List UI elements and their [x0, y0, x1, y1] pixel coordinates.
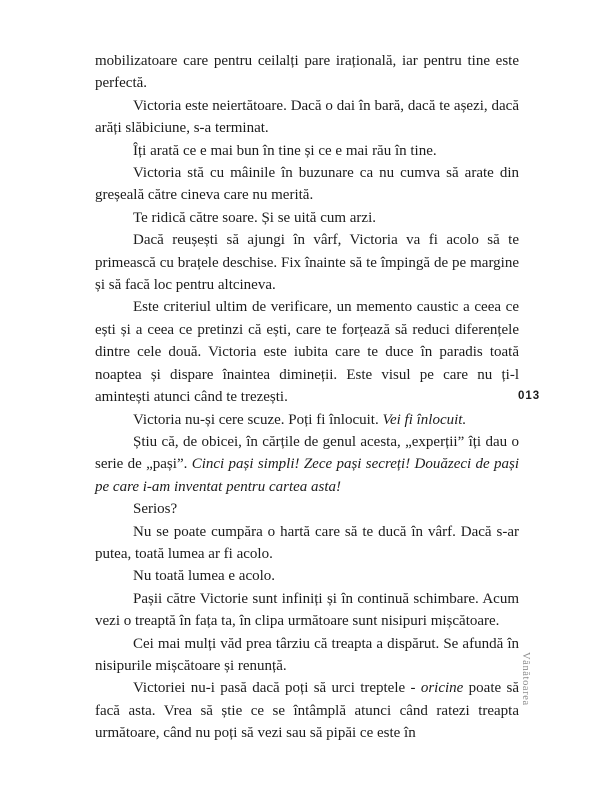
text-run: Victoriei nu-i pasă dacă poți să urci treptele - — [133, 680, 421, 697]
text-run: Pașii către Victorie sunt infiniți și în continuă schimbare. Acum vezi o treaptă în fața ta, în clipa următoare sunt nisipuri mișcătoare. — [95, 590, 519, 630]
text-run: Serios? — [133, 501, 178, 518]
paragraph — [95, 677, 519, 744]
text-run: mobilizatoare care pentru ceilalți pare irațională, iar pentru tine este perfectă. — [95, 53, 519, 92]
text-run: Îți arată ce e mai bun în tine și ce e mai rău în tine. — [133, 142, 437, 159]
paragraph — [95, 521, 519, 566]
text-run: Victoria este neiertătoare. Dacă o dai în bară, dacă te așezi, dacă arăți slăbiciune, s-a terminat. — [95, 97, 519, 137]
text-run: poate să facă asta. Vrea să știe ce se întâmplă atunci când ratezi treapta următoare, când nu poți să vezi sau să pipăi ce este în — [95, 680, 519, 742]
paragraph — [95, 409, 519, 431]
page-number: 013 — [518, 390, 541, 402]
paragraph — [95, 140, 519, 162]
paragraph — [95, 50, 519, 95]
paragraph — [95, 498, 519, 520]
body-text — [95, 50, 519, 745]
paragraph — [95, 588, 519, 633]
italic-run: oricine — [420, 680, 464, 697]
paragraph — [95, 431, 519, 498]
text-run: Știu că, de obicei, în cărțile de genul acesta, „experții” îți dau o serie de „pași”. — [95, 433, 519, 473]
paragraph — [95, 229, 519, 296]
text-run: Este criteriul ultim de verificare, un memento caustic a ceea ce ești și a ceea ce pretinzi că ești, care te forțează să reduci diferențele dintre cele două. Victoria este iubita care te duce în paradis toată noaptea și dispare înaintea dimineții. Este visul pe care nu ți-l amintești atunci când te trezești. — [95, 299, 519, 406]
italic-run: Vei fi înlocuit. — [382, 411, 467, 428]
text-run: Te ridică către soare. Și se uită cum arzi. — [133, 209, 377, 226]
paragraph — [95, 633, 519, 678]
paragraph — [95, 296, 519, 408]
text-run: Nu toată lumea e acolo. — [133, 568, 276, 585]
text-run: Victoria stă cu mâinile în buzunare ca nu cumva să arate din greșeală către cineva care nu merită. — [95, 165, 519, 204]
italic-run: Cinci pași simpli! Zece pași secreți! Douăzeci de pași pe care i-am inventat pentru cartea asta! — [95, 456, 520, 495]
paragraph — [95, 162, 519, 207]
text-run: Nu se poate cumpăra o hartă care să te ducă în vârf. Dacă s-ar putea, toată lumea ar fi acolo. — [95, 523, 519, 562]
paragraph — [95, 207, 519, 229]
paragraph — [95, 95, 519, 140]
text-run: Cei mai mulți văd prea târziu că treapta a dispărut. Se afundă în nisipurile mișcătoare și renunță. — [95, 635, 519, 674]
book-title-vertical: Vânătoarea — [520, 652, 531, 706]
text-run: Dacă reușești să ajungi în vârf, Victoria va fi acolo să te primească cu brațele deschise. Fix înainte să te împingă de pe margine și să facă loc pentru altcineva. — [95, 232, 519, 294]
paragraph — [95, 565, 519, 587]
text-run: Victoria nu-și cere scuze. Poți fi înlocuit. — [133, 411, 383, 428]
